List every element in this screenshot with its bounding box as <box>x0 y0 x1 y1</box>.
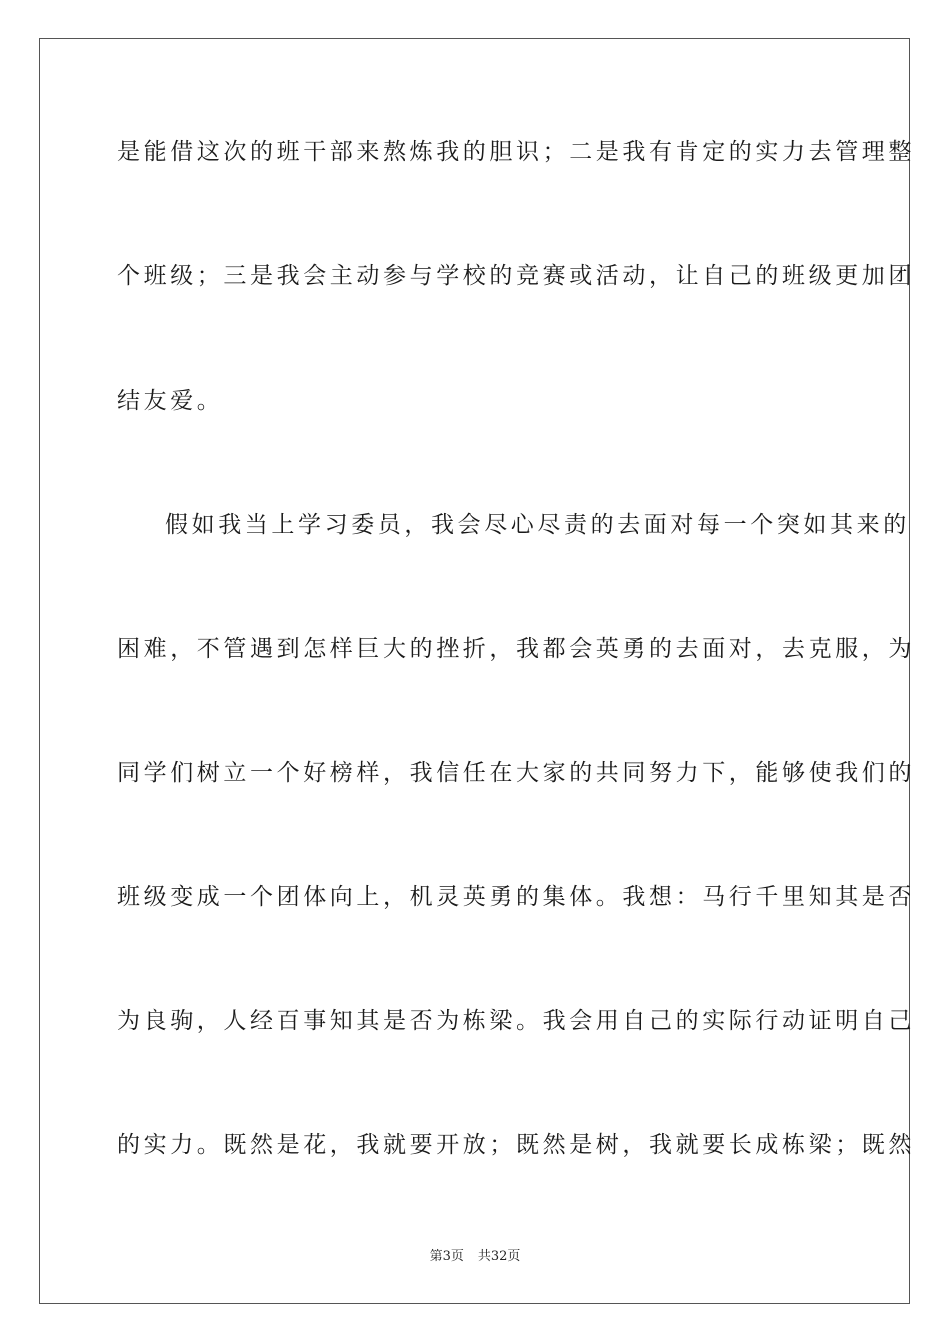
total-pages: 共32页 <box>477 1249 521 1264</box>
text-line: 的实力。既然是花，我就要开放；既然是树，我就要长成栋梁；既然 <box>117 1132 915 1158</box>
text-line: 班级变成一个团体向上，机灵英勇的集体。我想：马行千里知其是否 <box>117 884 915 910</box>
text-line: 是能借这次的班干部来熬炼我的胆识；二是我有肯定的实力去管理整 <box>117 139 915 165</box>
text-line: 结友爱。 <box>117 388 224 414</box>
text-line: 同学们树立一个好榜样，我信任在大家的共同努力下，能够使我们的 <box>117 760 915 786</box>
text-line: 个班级；三是我会主动参与学校的竞赛或活动，让自己的班级更加团 <box>117 263 915 289</box>
page-footer <box>0 1248 950 1266</box>
page-number: 第3页 <box>429 1249 464 1264</box>
paragraph-first-line: 假如我当上学习委员，我会尽心尽责的去面对每一个突如其来的 <box>165 512 910 538</box>
text-line: 困难，不管遇到怎样巨大的挫折，我都会英勇的去面对，去克服，为 <box>117 636 915 662</box>
page-frame <box>39 38 915 1304</box>
text-line: 为良驹，人经百事知其是否为栋梁。我会用自己的实际行动证明自己 <box>117 1008 915 1034</box>
